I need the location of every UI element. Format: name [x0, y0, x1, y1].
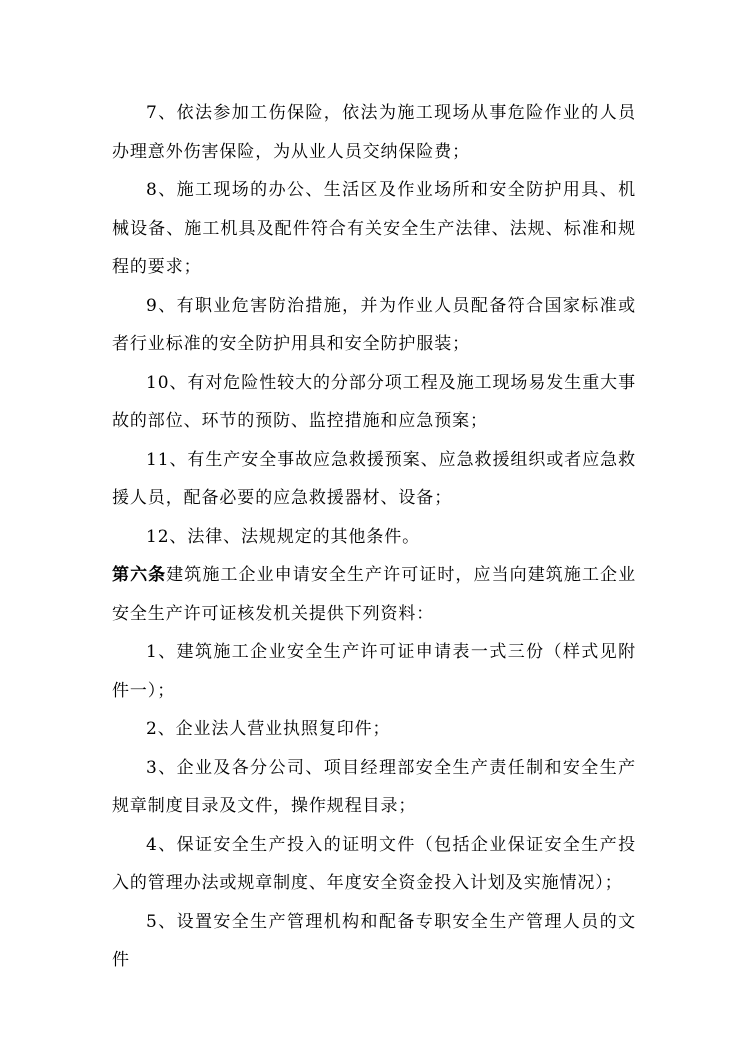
paragraph-item-9: 9、有职业危害防治措施，并为作业人员配备符合国家标准或者行业标准的安全防护用具和安全防护服装；: [112, 295, 636, 354]
article-text: 建筑施工企业申请安全生产许可证时，应当向建筑施工企业安全生产许可证核发机关提供下列资料：: [112, 565, 636, 624]
article-heading: 第六条: [112, 565, 167, 585]
list-item-5: 5、设置安全生产管理机构和配备专职安全生产管理人员的文件: [112, 911, 636, 970]
list-item-2: 2、企业法人营业执照复印件；: [146, 719, 391, 739]
document-body: [112, 94, 636, 980]
paragraph-item-12: 12、法律、法规规定的其他条件。: [146, 526, 421, 547]
article-six: [112, 556, 636, 633]
list-item-3: 3、企业及各分公司、项目经理部安全生产责任制和安全生产规章制度目录及文件，操作规程目录；: [112, 757, 636, 816]
paragraph-item-10: 10、有对危险性较大的分部分项工程及施工现场易发生重大事故的部位、环节的预防、监控措施和应急预案；: [112, 372, 636, 431]
paragraph-item-7: 7、依法参加工伤保险，依法为施工现场从事危险作业的人员办理意外伤害保险，为从业人员交纳保险费；: [112, 103, 636, 162]
list-item-1: 1、建筑施工企业安全生产许可证申请表一式三份（样式见附件一）；: [112, 642, 636, 701]
paragraph-item-8: 8、施工现场的办公、生活区及作业场所和安全防护用具、机械设备、施工机具及配件符合有关安全生产法律、法规、标准和规程的要求；: [112, 180, 636, 277]
list-item-4: 4、保证安全生产投入的证明文件（包括企业保证安全生产投入的管理办法或规章制度、年度安全资金投入计划及实施情况）；: [112, 834, 636, 893]
paragraph-item-11: 11、有生产安全事故应急救援预案、应急救援组织或者应急救援人员，配备必要的应急救援器材、设备；: [112, 449, 636, 508]
